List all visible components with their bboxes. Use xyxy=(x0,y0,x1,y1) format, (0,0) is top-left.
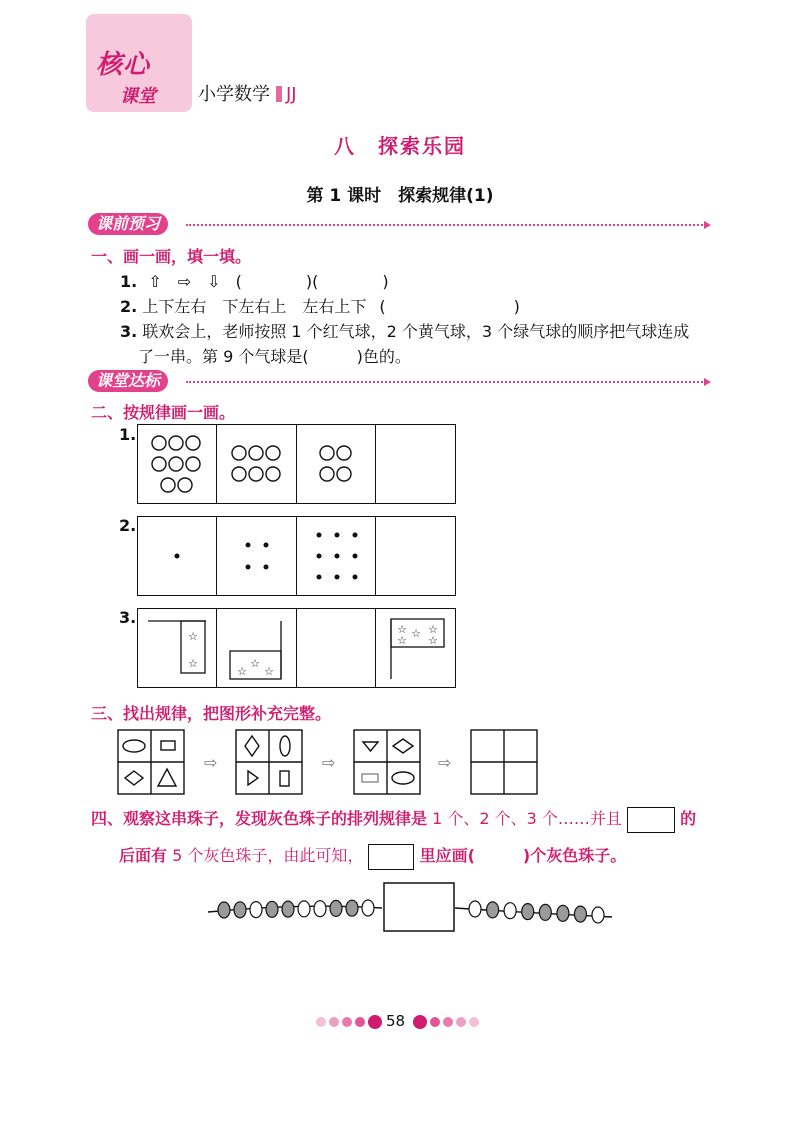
svg-text:☆: ☆ xyxy=(428,623,438,636)
q4-line2-b: 5 个灰色珠子，由此可知， xyxy=(172,846,364,865)
logo-main-text: 核心 xyxy=(96,50,151,80)
q1-item2-text: 上下左右 下左右上 左右上下 xyxy=(142,297,367,316)
section-tag-class: 课堂达标 xyxy=(88,370,168,392)
q2-item2-answer-cell[interactable] xyxy=(376,517,455,595)
white-bead xyxy=(469,901,481,917)
grade-code: JJ xyxy=(286,84,297,105)
q4-blank-box-1[interactable] xyxy=(627,807,675,833)
bead-string xyxy=(200,875,620,945)
white-bead xyxy=(362,900,374,916)
q1-item1-number: 1. xyxy=(120,272,138,291)
separator-bar xyxy=(276,86,282,102)
q1-item3 xyxy=(120,319,689,342)
white-bead xyxy=(592,907,604,923)
q1-item3-line1: 联欢会上，老师按照 1 个红气球，2 个黄气球，3 个绿气球的顺序把气球连成 xyxy=(142,322,690,341)
subject-name: 小学数学 xyxy=(198,84,270,105)
gray-bead xyxy=(330,900,342,916)
q4-line1-a: 四、观察这串珠子，发现灰色珠子的排列规律是 xyxy=(91,809,428,828)
q2-item1-number: 1. xyxy=(119,425,137,444)
svg-text:☆: ☆ xyxy=(188,630,198,643)
q4-line1-b: 1 个、2 个、3 个……并且 xyxy=(432,809,622,828)
page-number: 58 xyxy=(386,1012,406,1030)
q2-item2-grid xyxy=(137,516,456,596)
subject-label xyxy=(198,80,297,106)
bead-answer-box[interactable] xyxy=(384,883,454,931)
svg-text:☆: ☆ xyxy=(428,634,438,647)
white-bead xyxy=(314,901,326,917)
q4-line2-c[interactable]: 里应画( )个灰色珠子。 xyxy=(419,846,627,865)
lesson-title: 第 1 课时 探索规律(1) xyxy=(306,186,494,206)
page-footer xyxy=(316,1014,486,1030)
white-bead xyxy=(250,902,262,918)
q4-line1-c: 的 xyxy=(680,809,697,828)
q4-blank-box-2[interactable] xyxy=(368,844,414,870)
svg-text:☆: ☆ xyxy=(397,634,407,647)
q2-item2-number: 2. xyxy=(119,516,137,535)
q2-item1-answer-cell[interactable] xyxy=(376,425,455,503)
gray-bead xyxy=(266,901,278,917)
divider-arrow-icon xyxy=(704,378,711,386)
gray-bead xyxy=(282,901,294,917)
section-tag-preview: 课前预习 xyxy=(88,213,168,235)
q2-title: 二、按规律画一画。 xyxy=(91,403,236,422)
gray-bead xyxy=(574,906,586,922)
q4-line2 xyxy=(119,843,626,870)
section-divider-preview xyxy=(186,224,706,226)
q1-item1 xyxy=(120,269,389,292)
svg-text:⇨: ⇨ xyxy=(204,753,218,772)
q3-answer-grid[interactable] xyxy=(471,730,537,794)
gray-bead xyxy=(557,905,569,921)
svg-text:⇨: ⇨ xyxy=(322,753,336,772)
gray-bead xyxy=(522,904,534,920)
svg-text:☆: ☆ xyxy=(250,657,260,670)
q2-item3-answer-cell[interactable] xyxy=(297,609,375,687)
svg-text:⇨: ⇨ xyxy=(438,753,452,772)
white-bead xyxy=(298,901,310,917)
section-divider-class xyxy=(186,381,706,383)
q1-item2-number: 2. xyxy=(120,297,138,316)
gray-bead xyxy=(234,902,246,918)
q2-item3-grid xyxy=(137,608,456,688)
q3-title: 三、找出规律，把图形补充完整。 xyxy=(91,704,332,723)
q1-item1-blanks[interactable]: ( )( ) xyxy=(235,272,389,291)
divider-arrow-icon xyxy=(704,221,711,229)
svg-text:☆: ☆ xyxy=(237,665,247,678)
gray-bead xyxy=(539,904,551,920)
arrow-sequence-icon: ⇧ ⇨ ⇩ xyxy=(148,272,221,291)
svg-text:☆: ☆ xyxy=(397,623,407,636)
svg-text:☆: ☆ xyxy=(264,665,274,678)
gray-bead xyxy=(218,902,230,918)
q2-item1-grid xyxy=(137,424,456,504)
q1-item3-number: 3. xyxy=(120,322,138,341)
svg-text:☆: ☆ xyxy=(188,657,198,670)
q1-item2-blank[interactable]: ( ) xyxy=(379,297,520,316)
gray-bead xyxy=(487,902,499,918)
gray-bead xyxy=(346,900,358,916)
q2-item3-number: 3. xyxy=(119,608,137,627)
white-bead xyxy=(504,903,516,919)
svg-text:☆: ☆ xyxy=(411,627,421,640)
q4-line2-a: 后面有 xyxy=(119,846,168,865)
chapter-title: 八 探索乐园 xyxy=(334,134,466,158)
q4-line1 xyxy=(91,806,696,833)
q1-item3-line2[interactable]: 了一串。第 9 个气球是( )色的。 xyxy=(138,347,411,366)
q1-title: 一、画一画，填一填。 xyxy=(91,247,252,266)
logo-sub-text: 课堂 xyxy=(120,86,156,107)
q1-item2 xyxy=(120,294,520,317)
